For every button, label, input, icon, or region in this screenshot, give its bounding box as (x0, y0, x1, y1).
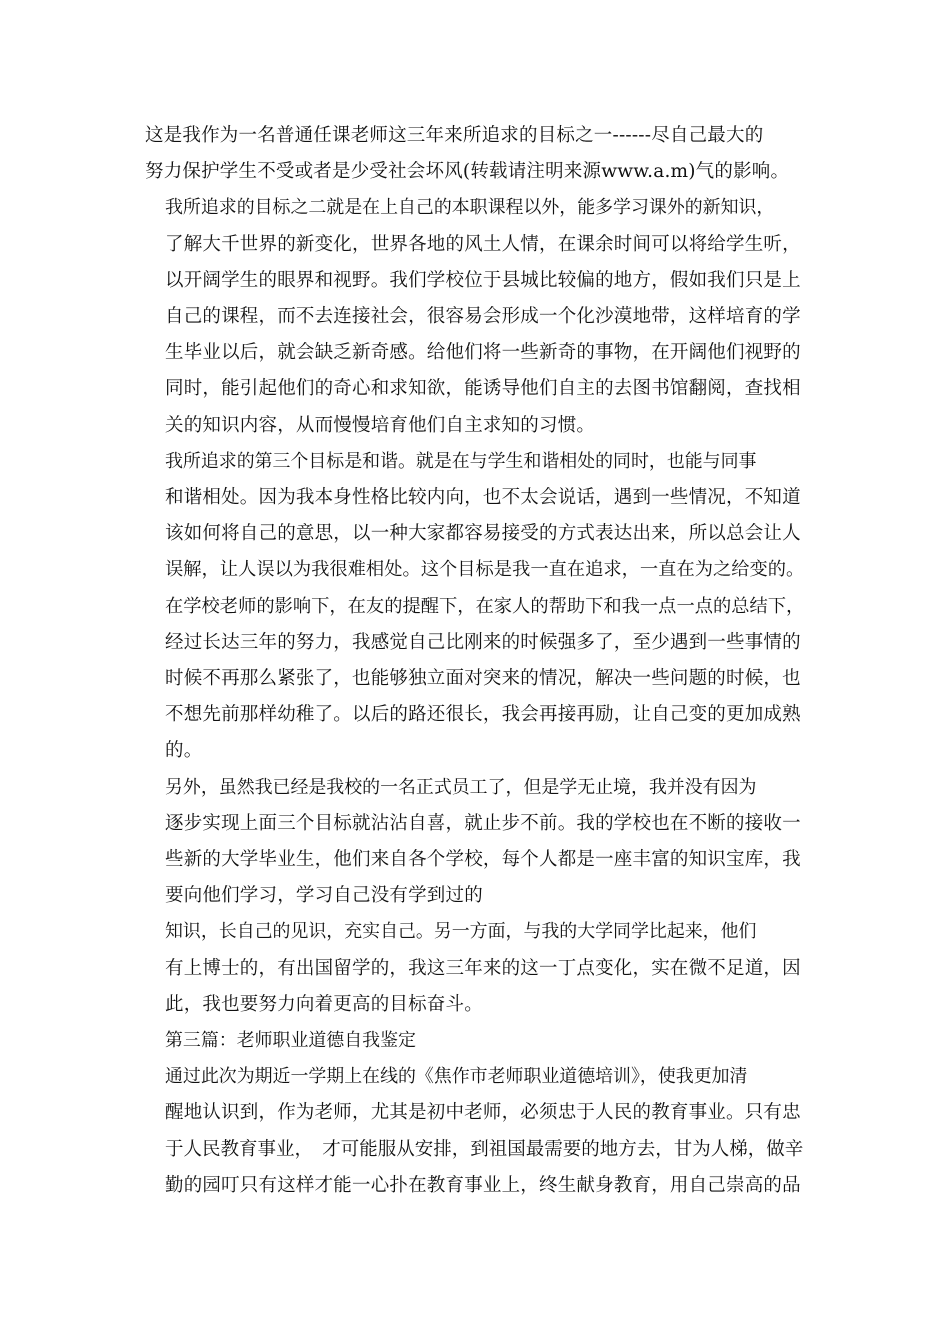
text-line: 通过此次为期近一学期上在线的《焦作市老师职业道德培训》，使我更加清 (165, 1066, 748, 1088)
text-line: 生毕业以后，就会缺乏新奇感。给他们将一些新奇的事物，在开阔他们视野的 (165, 342, 801, 364)
text-line: 以开阔学生的眼界和视野。我们学校位于县城比较偏的地方，假如我们只是上 (165, 269, 801, 291)
paragraph-2 (145, 190, 805, 443)
text-line: 我所追求的目标之二就是在上自己的本职课程以外，能多学习课外的新知识， (165, 197, 775, 219)
document-body (145, 118, 805, 1204)
text-line: 些新的大学毕业生，他们来自各个学校，每个人都是一座丰富的知识宝库，我 (165, 849, 801, 871)
text-line: 关的知识内容，从而慢慢培育他们自主求知的习惯。 (165, 414, 596, 436)
text-line: 了解大千世界的新变化，世界各地的风土人情，在课余时间可以将给学生听， (165, 233, 801, 255)
text-line: 逐步实现上面三个目标就沾沾自喜，就止步不前。我的学校也在不断的接收一 (165, 812, 801, 834)
text-line: 的。 (165, 740, 203, 762)
text-line: 努力保护学生不受或者是少受社会坏风(转载请注明来源www.a.m)气的影响。 (145, 161, 790, 183)
text-line: 和谐相处。因为我本身性格比较内向，也不太会说话，遇到一些情况，不知道 (165, 487, 801, 509)
text-line: 同时，能引起他们的奇心和求知欲，能诱导他们自主的去图书馆翻阅，查找相 (165, 378, 801, 400)
section-heading (145, 1023, 805, 1059)
paragraph-3 (145, 444, 805, 770)
text-line: 知识，长自己的见识，充实自己。另一方面，与我的大学同学比起来，他们 (165, 921, 757, 943)
text-line: 该如何将自己的意思，以一种大家都容易接受的方式表达出来，所以总会让人 (165, 523, 801, 545)
text-line: 另外，虽然我已经是我校的一名正式员工了，但是学无止境，我并没有因为 (165, 776, 757, 798)
heading-text: 第三篇：老师职业道德自我鉴定 (165, 1030, 416, 1052)
paragraph-4 (145, 770, 805, 915)
text-line: 时候不再那么紧张了，也能够独立面对突来的情况，解决一些问题的时候，也 (165, 668, 801, 690)
text-line: 这是我作为一名普通任课老师这三年来所追求的目标之一------尽自己最大的 (145, 125, 764, 146)
text-line: 于人民教育事业， 才可能服从安排，到祖国最需要的地方去，甘为人梯，做辛 (165, 1138, 804, 1160)
text-line: 经过长达三年的努力，我感觉自己比刚来的时候强多了，至少遇到一些事情的 (165, 631, 801, 653)
text-line: 要向他们学习，学习自己没有学到过的 (165, 885, 483, 907)
text-line: 误解，让人误以为我很难相处。这个目标是我一直在追求，一直在为之给变的。 (165, 559, 805, 581)
text-line: 勤的园叮只有这样才能一心扑在教育事业上，终生献身教育，用自己崇高的品 (165, 1174, 801, 1196)
text-line: 有上博士的，有出国留学的，我这三年来的这一丁点变化，实在微不足道，因 (165, 957, 801, 979)
text-line: 此，我也要努力向着更高的目标奋斗。 (165, 993, 483, 1015)
paragraph-5 (145, 914, 805, 1023)
paragraph-1 (145, 118, 805, 190)
text-line: 不想先前那样幼稚了。以后的路还很长，我会再接再励，让自己变的更加成熟 (165, 704, 801, 726)
text-line: 自己的课程，而不去连接社会，很容易会形成一个化沙漠地带，这样培育的学 (165, 306, 801, 328)
text-line: 醒地认识到，作为老师，尤其是初中老师，必须忠于人民的教育事业。只有忠 (165, 1102, 801, 1124)
text-line: 在学校老师的影响下，在友的提醒下，在家人的帮助下和我一点一点的总结下， (165, 595, 805, 617)
paragraph-6 (145, 1059, 805, 1204)
text-line: 我所追求的第三个目标是和谐。就是在与学生和谐相处的同时，也能与同事 (165, 450, 757, 472)
